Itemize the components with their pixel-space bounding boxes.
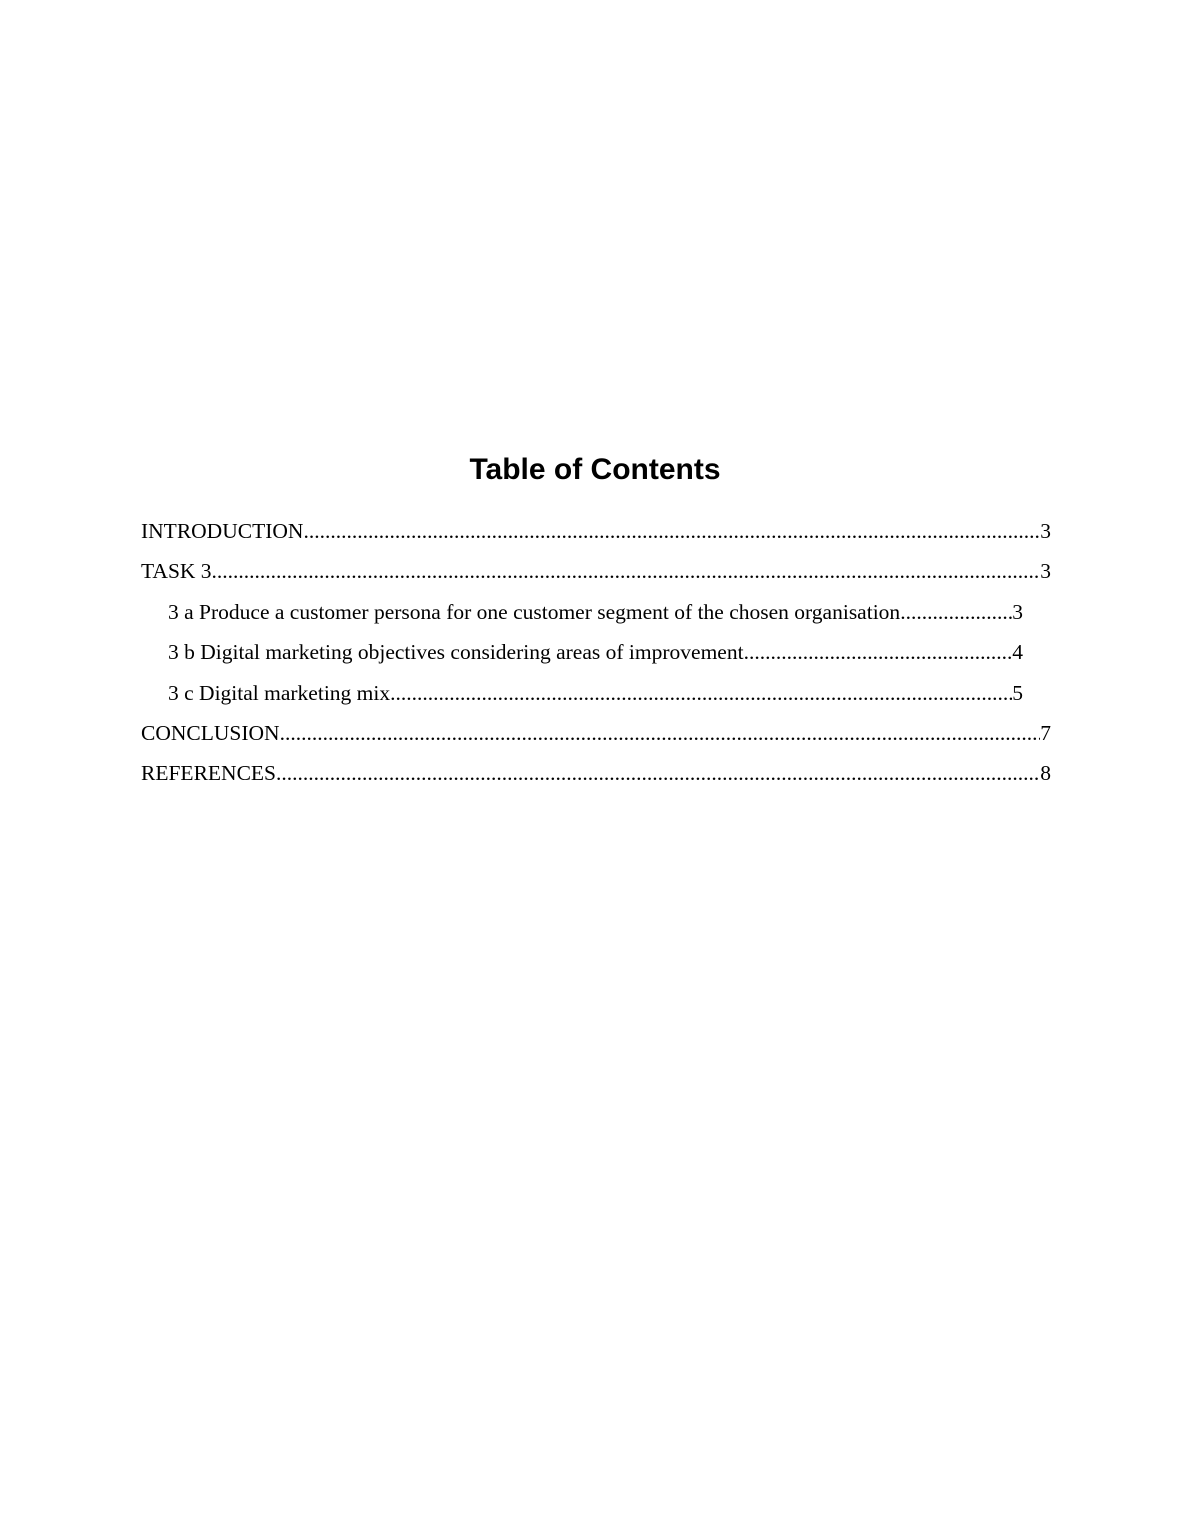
toc-entry-page: 8 bbox=[1040, 761, 1051, 786]
toc-dot-leader bbox=[280, 716, 1041, 750]
toc-dot-leader bbox=[744, 635, 1013, 669]
toc-entry-3b[interactable] bbox=[168, 635, 1023, 675]
toc-entry-page: 7 bbox=[1040, 720, 1051, 745]
toc-list bbox=[141, 514, 1051, 797]
toc-dot-leader bbox=[900, 595, 1012, 629]
toc-entry-label: TASK 3 bbox=[141, 559, 212, 584]
toc-entry-page: 3 bbox=[1040, 519, 1051, 543]
toc-entry-page: 4 bbox=[1012, 640, 1023, 665]
toc-entry-3c[interactable] bbox=[168, 676, 1023, 716]
toc-entry-task-3[interactable] bbox=[141, 554, 1051, 594]
toc-entry-page: 5 bbox=[1012, 680, 1023, 705]
toc-entry-label: CONCLUSION bbox=[141, 720, 280, 745]
toc-entry-3a[interactable] bbox=[168, 595, 1023, 635]
toc-entry-label: 3 b Digital marketing objectives considering areas of improvement bbox=[168, 640, 744, 665]
toc-dot-leader bbox=[390, 676, 1012, 710]
toc-entry-introduction[interactable] bbox=[141, 514, 1051, 554]
toc-dot-leader bbox=[276, 756, 1040, 790]
toc-entry-page: 3 bbox=[1040, 559, 1051, 584]
toc-dot-leader bbox=[212, 554, 1041, 588]
toc-entry-label: REFERENCES bbox=[141, 761, 276, 786]
toc-entry-page: 3 bbox=[1012, 599, 1023, 624]
toc-title: Table of Contents bbox=[469, 453, 721, 486]
toc-entry-references[interactable] bbox=[141, 756, 1051, 796]
toc-entry-label: 3 c Digital marketing mix bbox=[168, 680, 391, 705]
toc-entry-label: INTRODUCTION bbox=[141, 519, 304, 543]
toc-dot-leader bbox=[303, 514, 1040, 548]
toc-entry-conclusion[interactable] bbox=[141, 716, 1051, 756]
toc-entry-label: 3 a Produce a customer persona for one customer segment of the chosen organisation bbox=[168, 599, 901, 624]
